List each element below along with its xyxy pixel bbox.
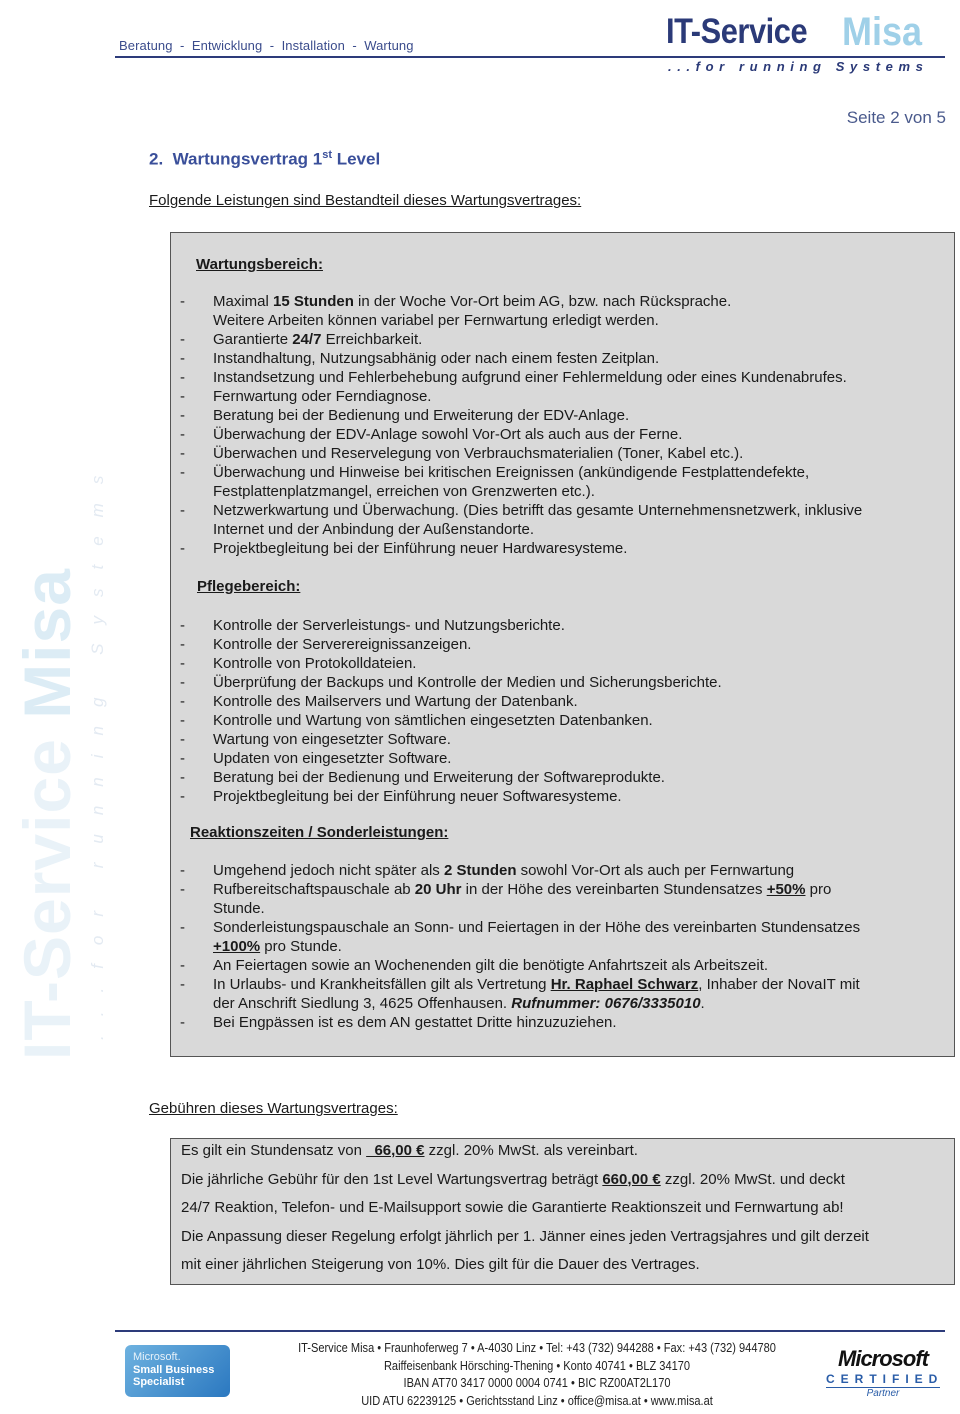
list-item xyxy=(180,635,940,654)
list-item xyxy=(180,616,940,635)
header-tagline: Beratung - Entwicklung - Installation - Wartung xyxy=(119,38,414,53)
text-segment: Kontrolle und Wartung von sämtlichen eingesetzten Datenbanken. xyxy=(213,712,653,729)
footer-line: UID ATU 62239125 • Gerichtsstand Linz • office@misa.at • www.misa.at xyxy=(361,1392,713,1408)
bullet-dash: - xyxy=(180,350,185,367)
bullet-dash: - xyxy=(180,331,185,348)
list-item xyxy=(180,349,940,368)
text-segment: pro xyxy=(805,881,832,898)
text-segment: zzgl. 20% MwSt. als vereinbart. xyxy=(424,1142,638,1159)
text-segment: Kontrolle der Serverleistungs- und Nutzungsberichte. xyxy=(213,617,565,634)
list-item xyxy=(180,956,940,975)
list-item xyxy=(180,1013,940,1032)
text-segment: Überwachung der EDV-Anlage sowohl Vor-Ort als auch aus der Ferne. xyxy=(213,426,683,443)
footer-line: IBAN AT70 3417 0000 0004 0741 • BIC RZ00AT2L170 xyxy=(403,1375,671,1390)
bullet-dash: - xyxy=(180,769,185,786)
list-item xyxy=(180,861,940,880)
text-segment: In Urlaubs- und Krankheitsfällen gilt als Vertretung xyxy=(213,976,551,993)
list-item xyxy=(180,975,940,1013)
emphasized-text: 66,00 € xyxy=(366,1142,425,1159)
list-item xyxy=(180,387,940,406)
emphasized-text: 15 Stunden xyxy=(273,293,354,310)
text-segment: Beratung bei der Bedienung und Erweiterung der Softwareprodukte. xyxy=(213,769,665,786)
section-title: Pflegebereich: xyxy=(197,578,301,595)
fee-line xyxy=(181,1251,869,1280)
text-segment: pro Stunde. xyxy=(260,938,342,955)
text-segment: Beratung bei der Bedienung und Erweiterung der EDV-Anlage. xyxy=(213,407,630,424)
list-item xyxy=(180,880,940,918)
emphasized-text: Rufnummer: 0676/3335010 xyxy=(511,995,701,1012)
bullet-dash: - xyxy=(180,693,185,710)
text-segment: Instandhaltung, Nutzungsabhänig oder nach einem festen Zeitplan. xyxy=(213,350,660,367)
watermark-logo xyxy=(12,330,112,1060)
text-segment: in der Höhe des vereinbarten Stundensatzes xyxy=(461,881,767,898)
text-segment: mit einer jährlichen Steigerung von 10%. Dies gilt für die Dauer des Vertrages. xyxy=(181,1256,700,1273)
text-segment: Updaten von eingesetzter Software. xyxy=(213,750,452,767)
intro-text: Folgende Leistungen sind Bestandteil dieses Wartungsvertrages: xyxy=(149,192,582,209)
section-title: Reaktionszeiten / Sonderleistungen: xyxy=(190,824,449,841)
bullet-dash: - xyxy=(180,617,185,634)
fee-line xyxy=(181,1223,869,1252)
footer-line: Raiffeisenbank Hörsching-Thening • Konto 40741 • BLZ 34170 xyxy=(383,1357,691,1373)
text-segment: Projektbegleitung bei der Einführung neuer Softwaresysteme. xyxy=(213,788,622,805)
heading-number: 2. xyxy=(149,149,164,169)
text-segment: Die Anpassung dieser Regelung erfolgt jährlich per 1. Jänner eines jeden Vertragsjahres und gilt derzeit xyxy=(181,1227,869,1245)
list-item xyxy=(180,444,940,463)
emphasized-text: Hr. Raphael Schwarz xyxy=(550,976,699,993)
bullet-dash: - xyxy=(180,502,185,519)
text-segment: Umgehend jedoch nicht später als xyxy=(213,862,444,879)
bullet-dash: - xyxy=(180,426,185,443)
text-segment: Stunde. xyxy=(213,900,265,917)
badge-certified: CERTIFIED xyxy=(826,1372,944,1386)
bullet-dash: - xyxy=(180,464,185,481)
text-segment: 24/7 Reaktion, Telefon- und E-Mailsupport sowie die Garantierte Reaktionszeit und Fernwartung ab! xyxy=(181,1199,844,1216)
bullet-dash: - xyxy=(180,293,185,310)
ms-certified-partner-badge xyxy=(826,1346,944,1399)
text-segment: Die jährliche Gebühr für den 1st Level Wartungsvertrag beträgt xyxy=(181,1170,603,1188)
text-segment: Garantierte xyxy=(213,331,293,348)
maintenance-list xyxy=(180,292,940,558)
bullet-dash: - xyxy=(180,388,185,405)
fee-line xyxy=(181,1137,869,1166)
watermark-accent: Misa xyxy=(10,568,84,719)
text-segment: An Feiertagen sowie an Wochenenden gilt die benötigte Anfahrtszeit als Arbeitszeit. xyxy=(213,957,769,974)
footer-divider xyxy=(115,1330,945,1332)
text-segment: , Inhaber der NovaIT mit xyxy=(698,976,860,993)
text-segment: sowohl Vor-Ort als auch per Fernwartung xyxy=(516,862,795,879)
bullet-dash: - xyxy=(180,636,185,653)
emphasized-text: 2 Stunden xyxy=(443,862,517,879)
list-item xyxy=(180,673,940,692)
section-heading xyxy=(149,149,380,170)
bullet-dash: - xyxy=(180,540,185,557)
bullet-dash: - xyxy=(180,881,185,898)
list-item xyxy=(180,711,940,730)
fees-text xyxy=(181,1137,869,1280)
emphasized-text: +50% xyxy=(766,881,806,898)
emphasized-text: +100% xyxy=(213,938,261,955)
response-list xyxy=(180,861,940,1032)
text-segment: Sonderleistungspauschale an Sonn- und Feiertagen in der Höhe des vereinbarten Stundensatzes xyxy=(213,919,861,936)
text-segment: Netzwerkwartung und Überwachung. (Dies betrifft das gesamte Unternehmensnetzwerk, inklusive xyxy=(213,502,863,519)
text-segment: Bei Engpässen ist es dem AN gestattet Dritte hinzuzuziehen. xyxy=(213,1014,617,1031)
bullet-dash: - xyxy=(180,1014,185,1031)
list-item xyxy=(180,730,940,749)
list-item xyxy=(180,406,940,425)
heading-sup: st xyxy=(322,149,332,161)
bullet-dash: - xyxy=(180,788,185,805)
emphasized-text: 660,00 € xyxy=(602,1170,661,1188)
text-segment: Kontrolle des Mailservers und Wartung der Datenbank. xyxy=(213,693,578,710)
list-item xyxy=(180,749,940,768)
bullet-dash: - xyxy=(180,731,185,748)
badge-partner: Partner xyxy=(866,1388,900,1399)
text-segment: Kontrolle von Protokolldateien. xyxy=(213,655,417,672)
list-item xyxy=(180,368,940,387)
bullet-dash: - xyxy=(180,655,185,672)
text-segment: Projektbegleitung bei der Einführung neuer Hardwaresysteme. xyxy=(213,540,628,557)
badge-line: Microsoft. xyxy=(133,1351,181,1363)
badge-line: Specialist xyxy=(133,1376,185,1388)
list-item xyxy=(180,692,940,711)
text-segment: Festplattenplatzmangel, erreichen von Grenzwerten etc.). xyxy=(213,483,595,500)
footer-contact xyxy=(257,1339,818,1409)
text-segment: Überwachung und Hinweise bei kritischen Ereignissen (ankündigende Festplattendefekte, xyxy=(213,464,810,481)
bullet-dash: - xyxy=(180,919,185,936)
emphasized-text: 20 Uhr xyxy=(414,881,462,898)
list-item xyxy=(180,768,940,787)
text-segment: Fernwartung oder Ferndiagnose. xyxy=(213,388,432,405)
bullet-dash: - xyxy=(180,712,185,729)
watermark-slogan: ...for running Systems xyxy=(88,456,107,1040)
bullet-dash: - xyxy=(180,445,185,462)
list-item xyxy=(180,463,940,501)
fees-title: Gebühren dieses Wartungsvertrages: xyxy=(149,1100,398,1117)
watermark-main: IT-Service xyxy=(10,738,84,1060)
list-item xyxy=(180,787,940,806)
text-segment: Internet und der Anbindung der Außenstandorte. xyxy=(213,521,535,538)
ms-small-business-badge xyxy=(125,1345,230,1397)
company-logo xyxy=(666,12,948,78)
text-segment: Es gilt ein Stundensatz von xyxy=(181,1142,367,1159)
list-item xyxy=(180,425,940,444)
badge-line: Small Business xyxy=(133,1363,215,1376)
bullet-dash: - xyxy=(180,976,185,993)
text-segment: Erreichbarkeit. xyxy=(321,331,423,348)
text-segment: . xyxy=(700,995,705,1012)
fee-line xyxy=(181,1166,869,1195)
fee-line xyxy=(181,1194,869,1223)
text-segment: Wartung von eingesetzter Software. xyxy=(213,731,451,748)
text-segment: Überprüfung der Backups und Kontrolle der Medien und Sicherungsberichte. xyxy=(213,674,722,691)
footer-line: IT-Service Misa • Fraunhoferweg 7 • A-4030 Linz • Tel: +43 (732) 944288 • Fax: +43 (732) 944780 xyxy=(298,1340,776,1355)
text-segment: in der Woche Vor-Ort beim AG, bzw. nach Rücksprache. xyxy=(353,293,732,310)
text-segment: Kontrolle der Serverereignissanzeigen. xyxy=(213,636,472,653)
text-segment: Instandsetzung und Fehlerbehebung aufgrund einer Fehlermeldung oder eines Kundenabrufes. xyxy=(213,369,847,386)
text-segment: Rufbereitschaftspauschale ab xyxy=(213,881,415,898)
bullet-dash: - xyxy=(180,407,185,424)
page-number: Seite 2 von 5 xyxy=(846,108,946,127)
bullet-dash: - xyxy=(180,957,185,974)
heading-title: Wartungsvertrag 1 xyxy=(172,149,323,169)
care-list xyxy=(180,616,940,806)
text-segment: Überwachen und Reservelegung von Verbrauchsmaterialien (Toner, Kabel etc.). xyxy=(213,445,744,462)
logo-accent: Misa xyxy=(842,10,923,54)
text-segment: Weitere Arbeiten können variabel per Fernwartung erledigt werden. xyxy=(213,312,659,329)
list-item xyxy=(180,501,940,539)
text-segment: Maximal xyxy=(213,293,274,310)
logo-slogan: ...for running Systems xyxy=(668,59,929,74)
heading-suffix: Level xyxy=(332,149,381,169)
list-item xyxy=(180,654,940,673)
logo-main: IT-Service xyxy=(666,12,808,51)
list-item xyxy=(180,330,940,349)
bullet-dash: - xyxy=(180,369,185,386)
text-segment: zzgl. 20% MwSt. und deckt xyxy=(660,1170,845,1188)
text-segment: der Anschrift Siedlung 3, 4625 Offenhausen. xyxy=(213,995,512,1012)
section-title: Wartungsbereich: xyxy=(196,256,323,273)
bullet-dash: - xyxy=(180,750,185,767)
emphasized-text: 24/7 xyxy=(292,331,322,348)
list-item xyxy=(180,539,940,558)
badge-brand: Microsoft xyxy=(838,1346,928,1371)
bullet-dash: - xyxy=(180,862,185,879)
list-item xyxy=(180,918,940,956)
bullet-dash: - xyxy=(180,674,185,691)
list-item xyxy=(180,292,940,330)
